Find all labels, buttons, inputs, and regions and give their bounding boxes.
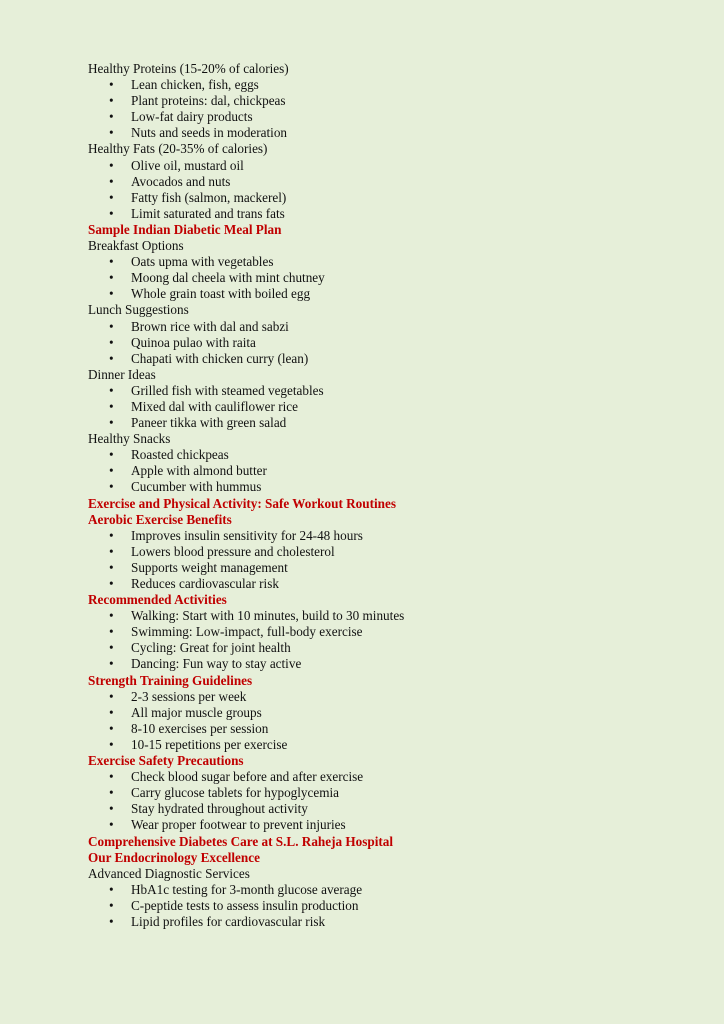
- list-item: • Mixed dal with cauliflower rice: [88, 399, 708, 415]
- list-item: • Brown rice with dal and sabzi: [88, 319, 708, 335]
- list-item: • Dancing: Fun way to stay active: [88, 656, 708, 672]
- list-item: • Grilled fish with steamed vegetables: [88, 383, 708, 399]
- section-heading: Comprehensive Diabetes Care at S.L. Raheja Hospital: [88, 833, 394, 849]
- list-item: • Wear proper footwear to prevent injuries: [88, 817, 708, 833]
- list-item: • Lipid profiles for cardiovascular risk: [88, 914, 708, 930]
- list-item: • Avocados and nuts: [88, 174, 708, 190]
- bullet-list: [88, 319, 708, 367]
- list-item: • Plant proteins: dal, chickpeas: [88, 93, 708, 109]
- list-item: • Cycling: Great for joint health: [88, 640, 708, 656]
- list-item: • Lean chicken, fish, eggs: [88, 77, 708, 93]
- subsection-label: Healthy Proteins (15-20% of calories): [88, 61, 289, 76]
- bullet-list: [88, 77, 708, 141]
- list-item: • Improves insulin sensitivity for 24-48 hours: [88, 528, 708, 544]
- list-item: • Paneer tikka with green salad: [88, 415, 708, 431]
- bullet-list: [88, 689, 708, 753]
- bullet-list: [88, 608, 708, 672]
- list-item: • Oats upma with vegetables: [88, 254, 708, 270]
- section-heading: Exercise and Physical Activity: Safe Workout Routines: [88, 495, 396, 511]
- list-item: • Whole grain toast with boiled egg: [88, 286, 708, 302]
- list-item: • Quinoa pulao with raita: [88, 335, 708, 351]
- bullet-list: [88, 882, 708, 930]
- list-item: • Chapati with chicken curry (lean): [88, 351, 708, 367]
- list-item: • Walking: Start with 10 minutes, build to 30 minutes: [88, 608, 708, 624]
- list-item: • 8-10 exercises per session: [88, 721, 708, 737]
- subsection-label: Healthy Snacks: [88, 431, 171, 447]
- list-item: • 2-3 sessions per week: [88, 689, 708, 705]
- bullet-list: [88, 383, 708, 431]
- subsection-label: Breakfast Options: [88, 238, 184, 254]
- subsection-label: Dinner Ideas: [88, 366, 156, 382]
- list-item: • Apple with almond butter: [88, 463, 708, 479]
- list-item: • Limit saturated and trans fats: [88, 206, 708, 222]
- section-heading: Recommended Activities: [88, 592, 227, 608]
- list-item: • Stay hydrated throughout activity: [88, 801, 708, 817]
- bullet-list: [88, 158, 708, 222]
- list-item: • Cucumber with hummus: [88, 479, 708, 495]
- list-item: • Swimming: Low-impact, full-body exercise: [88, 624, 708, 640]
- list-item: • Supports weight management: [88, 560, 708, 576]
- section-heading: Sample Indian Diabetic Meal Plan: [88, 221, 282, 237]
- subsection-label: Advanced Diagnostic Services: [88, 865, 250, 881]
- list-item: • Lowers blood pressure and cholesterol: [88, 544, 708, 560]
- section-heading: Exercise Safety Precautions: [88, 753, 244, 769]
- section-heading: Our Endocrinology Excellence: [88, 849, 260, 865]
- list-item: • Roasted chickpeas: [88, 447, 708, 463]
- subsection-label: Healthy Fats (20-35% of calories): [88, 141, 268, 157]
- list-item: • Olive oil, mustard oil: [88, 158, 708, 174]
- list-item: • Moong dal cheela with mint chutney: [88, 270, 708, 286]
- subsection-label: Lunch Suggestions: [88, 302, 189, 318]
- bullet-list: [88, 528, 708, 592]
- list-item: • Low-fat dairy products: [88, 109, 708, 125]
- bullet-list: [88, 769, 708, 833]
- list-item: • 10-15 repetitions per exercise: [88, 737, 708, 753]
- list-item: • Fatty fish (salmon, mackerel): [88, 190, 708, 206]
- list-item: • Nuts and seeds in moderation: [88, 125, 708, 141]
- list-item: • Reduces cardiovascular risk: [88, 576, 708, 592]
- list-item: • All major muscle groups: [88, 705, 708, 721]
- list-item: • C-peptide tests to assess insulin production: [88, 898, 708, 914]
- bullet-list: [88, 254, 708, 302]
- bullet-list: [88, 447, 708, 495]
- document-page: [88, 61, 708, 930]
- list-item: • HbA1c testing for 3-month glucose average: [88, 882, 708, 898]
- section-heading: Aerobic Exercise Benefits: [88, 511, 232, 527]
- list-item: • Check blood sugar before and after exercise: [88, 769, 708, 785]
- list-item: • Carry glucose tablets for hypoglycemia: [88, 785, 708, 801]
- section-heading: Strength Training Guidelines: [88, 672, 253, 688]
